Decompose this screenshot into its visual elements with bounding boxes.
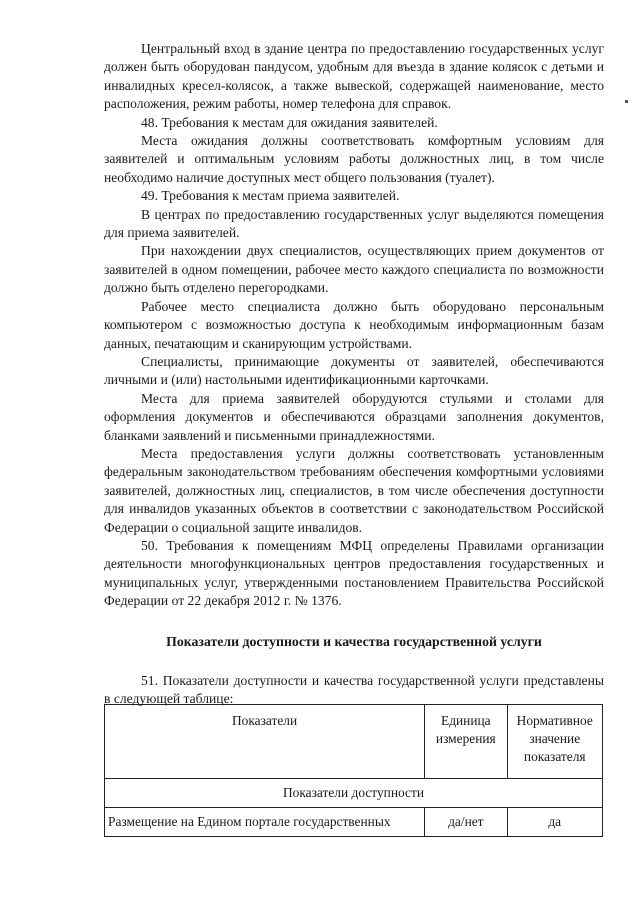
header-unit: Единица измерения	[425, 705, 507, 779]
table-header-row	[105, 705, 603, 779]
paragraph-furniture: Места для приема заявителей оборудуются стульями и столами для оформления документов и обеспечиваются образцами заполнения документов, бланками заявлений и письменными принадлежностями.	[104, 390, 604, 443]
paragraph-two-specialists: При нахождении двух специалистов, осуществляющих прием документов от заявителей в одном помещении, рабочее место каждого специалиста по возможности должно быть отделено перегородками.	[104, 243, 604, 296]
paragraph-51-intro: 51. Показатели доступности и качества государственной услуги представлены в следующей таблице:	[104, 673, 604, 707]
paragraph-48-title: 48. Требования к местам для ожидания заявителей.	[141, 114, 438, 130]
document-text	[104, 40, 604, 709]
cell-unit: да/нет	[425, 808, 507, 837]
paragraph-accessibility: Места предоставления услуги должны соответствовать установленным федеральным законодательством требованиям обеспечения комфортными условиями заявителей, должностных лиц, специалистов, в том числе обеспечения доступности для инвалидов указанных объектов в соответствии с законодательством Российской Федерации о социальной защите инвалидов.	[104, 445, 604, 535]
cell-indicator: Размещение на Едином портале государственных	[105, 808, 425, 837]
header-normative-value: Нормативное значение показателя	[507, 705, 603, 779]
paragraph-workplace-equipment: Рабочее место специалиста должно быть оборудовано персональным компьютером с возможностью доступа к необходимым информационным базам данных, печатающим и сканирующим устройствами.	[104, 298, 604, 351]
cell-value: да	[507, 808, 603, 837]
table-row	[105, 808, 603, 837]
paragraph-entrance: Центральный вход в здание центра по предоставлению государственных услуг должен быть оборудован пандусом, удобным для въезда в здание колясок с детьми и инвалидных кресел-колясок, а также вывеской, содержащей наименование, место расположения, режим работы, номер телефона для справок.	[104, 41, 604, 112]
indicators-table	[104, 704, 603, 837]
paragraph-reception-rooms: В центрах по предоставлению государственных услуг выделяются помещения для приема заявителей.	[104, 206, 604, 241]
paragraph-waiting-places: Места ожидания должны соответствовать комфортным условиям для заявителей и оптимальным условиям работы должностных лиц, в том числе необходимо наличие доступных мест общего пользования (туалет).	[104, 133, 604, 185]
header-indicators: Показатели	[105, 705, 425, 779]
section-heading: Показатели доступности и качества государственной услуги	[166, 633, 542, 649]
section-accessibility: Показатели доступности	[105, 779, 603, 808]
paragraph-49-title: 49. Требования к местам приема заявителей.	[141, 188, 400, 204]
paragraph-id-cards: Специалисты, принимающие документы от заявителей, обеспечиваются личными и (или) настольными идентификационными карточками.	[104, 353, 604, 388]
paragraph-50-mfc: 50. Требования к помещениям МФЦ определены Правилами организации деятельности многофункциональных центров предоставления государственных и муниципальных услуг, утвержденными постановлением Правительства Российской Федерации от 22 декабря 2012 г. № 1376.	[104, 537, 604, 609]
table-section-row	[105, 779, 603, 808]
margin-mark	[625, 100, 628, 103]
